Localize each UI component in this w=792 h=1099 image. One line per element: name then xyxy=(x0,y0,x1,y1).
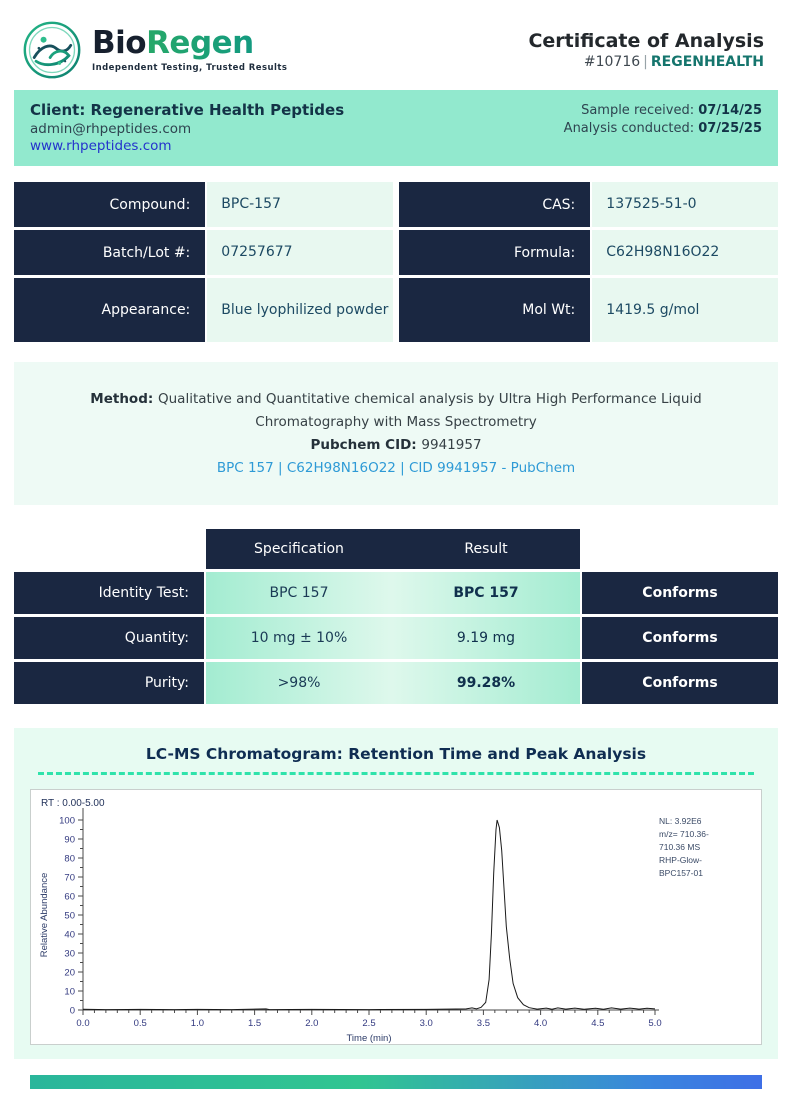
brand-bio: Bio xyxy=(92,24,147,61)
svg-text:2.0: 2.0 xyxy=(305,1017,319,1029)
table-row xyxy=(399,278,778,342)
molwt-value: 1419.5 g/mol xyxy=(592,278,778,342)
result-header: Result xyxy=(392,529,580,569)
chromatogram-plot xyxy=(31,790,763,1044)
header-spacer xyxy=(580,529,778,569)
compound-info-right xyxy=(399,182,778,342)
client-website-link[interactable]: www.rhpeptides.com xyxy=(30,138,172,154)
compound-info-tables xyxy=(14,182,778,342)
quantity-result: 9.19 mg xyxy=(392,617,580,659)
sample-received-label: Sample received: xyxy=(581,103,699,118)
svg-text:90: 90 xyxy=(64,834,75,846)
table-row xyxy=(399,182,778,227)
svg-text:RHP-Glow-: RHP-Glow- xyxy=(659,854,702,865)
purity-spec: >98% xyxy=(206,662,392,704)
batch-label: Batch/Lot #: xyxy=(14,230,207,275)
header-spacer xyxy=(14,529,206,569)
svg-text:5.0: 5.0 xyxy=(648,1017,662,1029)
certificate-number: #10716 xyxy=(583,54,641,70)
compound-label: Compound: xyxy=(14,182,207,227)
client-banner xyxy=(14,90,778,166)
svg-text:Time (min): Time (min) xyxy=(346,1032,392,1044)
identity-spec: BPC 157 xyxy=(206,572,392,614)
svg-text:100: 100 xyxy=(59,815,75,827)
svg-text:0.5: 0.5 xyxy=(133,1017,147,1029)
sample-received-date: 07/14/25 xyxy=(698,103,762,118)
chromatogram-chart xyxy=(30,789,762,1045)
certificate-title-block xyxy=(528,30,768,70)
quantity-label: Quantity: xyxy=(14,617,206,659)
appearance-value: Blue lyophilized powder xyxy=(207,278,393,342)
bioregen-logo-icon xyxy=(22,20,82,80)
analysis-conducted-label: Analysis conducted: xyxy=(563,121,699,136)
table-row xyxy=(14,182,393,227)
chromatogram-title: LC-MS Chromatogram: Retention Time and Peak Analysis xyxy=(145,744,647,763)
svg-text:710.36 MS: 710.36 MS xyxy=(659,841,701,852)
svg-text:60: 60 xyxy=(64,891,75,903)
svg-text:2.5: 2.5 xyxy=(362,1017,376,1029)
batch-value: 07257677 xyxy=(207,230,393,275)
svg-text:30: 30 xyxy=(64,948,75,960)
footer-gradient-bar xyxy=(30,1075,762,1089)
pubchem-cid-label: Pubchem CID: xyxy=(310,436,422,453)
cas-label: CAS: xyxy=(399,182,592,227)
separator: | xyxy=(643,54,648,70)
method-description: Qualitative and Quantitative chemical analysis by Ultra High Performance Liquid Chromatography with Mass Spectrometry xyxy=(157,391,702,430)
svg-text:10: 10 xyxy=(64,986,75,998)
method-label: Method: xyxy=(90,391,158,407)
sample-received-line xyxy=(564,103,762,118)
brand-tagline: Independent Testing, Trusted Results xyxy=(92,62,288,73)
quantity-spec: 10 mg ± 10% xyxy=(206,617,392,659)
pubchem-link[interactable]: BPC 157 | C62H98N16O22 | CID 9941957 - PubChem xyxy=(216,459,576,476)
table-row xyxy=(14,572,778,614)
svg-text:70: 70 xyxy=(64,872,75,884)
table-row xyxy=(14,230,393,275)
table-row xyxy=(399,230,778,275)
svg-text:m/z= 710.36-: m/z= 710.36- xyxy=(659,828,709,839)
compound-info-left xyxy=(14,182,393,342)
svg-text:0: 0 xyxy=(69,1005,75,1017)
svg-text:20: 20 xyxy=(64,967,75,979)
brand-regen: Regen xyxy=(146,24,254,61)
quantity-status: Conforms xyxy=(580,617,778,659)
client-tag: REGENHEALTH xyxy=(650,54,764,70)
svg-text:1.0: 1.0 xyxy=(190,1017,205,1029)
pubchem-cid-value: 9941957 xyxy=(421,436,482,453)
svg-text:NL: 3.92E6: NL: 3.92E6 xyxy=(659,815,702,826)
sample-dates xyxy=(564,101,762,154)
identity-status: Conforms xyxy=(580,572,778,614)
pubchem-cid-line xyxy=(74,434,718,457)
specification-header: Specification xyxy=(206,529,392,569)
results-table xyxy=(14,529,778,704)
dashed-divider xyxy=(38,772,754,775)
compound-value: BPC-157 xyxy=(207,182,393,227)
method-text xyxy=(74,388,718,434)
svg-text:40: 40 xyxy=(64,929,75,941)
table-row xyxy=(14,662,778,704)
purity-result: 99.28% xyxy=(392,662,580,704)
formula-value: C62H98N16O22 xyxy=(592,230,778,275)
table-row xyxy=(14,278,393,342)
svg-text:RT : 0.00-5.00: RT : 0.00-5.00 xyxy=(41,797,105,809)
analysis-conducted-line xyxy=(564,121,762,136)
client-info xyxy=(30,101,344,154)
svg-text:80: 80 xyxy=(64,853,75,865)
formula-label: Formula: xyxy=(399,230,592,275)
client-name: Client: Regenerative Health Peptides xyxy=(30,101,345,119)
analysis-conducted-date: 07/25/25 xyxy=(698,121,762,136)
certificate-subtitle xyxy=(528,54,764,70)
header xyxy=(14,18,778,90)
svg-text:4.0: 4.0 xyxy=(533,1017,548,1029)
table-row xyxy=(14,617,778,659)
logo xyxy=(22,20,287,80)
identity-test-label: Identity Test: xyxy=(14,572,206,614)
molwt-label: Mol Wt: xyxy=(399,278,592,342)
chromatogram-section xyxy=(14,728,778,1059)
svg-text:BPC157-01: BPC157-01 xyxy=(659,867,703,878)
cas-value: 137525-51-0 xyxy=(592,182,778,227)
identity-result: BPC 157 xyxy=(392,572,580,614)
client-email: admin@rhpeptides.com xyxy=(30,121,192,137)
purity-status: Conforms xyxy=(580,662,778,704)
svg-text:3.5: 3.5 xyxy=(476,1017,491,1029)
brand-text xyxy=(92,24,288,73)
appearance-label: Appearance: xyxy=(14,278,207,342)
results-header-row xyxy=(14,529,778,569)
svg-text:4.5: 4.5 xyxy=(591,1017,605,1029)
svg-text:3.0: 3.0 xyxy=(419,1017,433,1029)
svg-text:Relative Abundance: Relative Abundance xyxy=(39,872,50,958)
certificate-title: Certificate of Analysis xyxy=(528,30,764,52)
svg-text:0.0: 0.0 xyxy=(76,1017,90,1029)
svg-text:50: 50 xyxy=(64,910,75,922)
method-section xyxy=(14,362,778,505)
svg-text:1.5: 1.5 xyxy=(247,1017,262,1029)
purity-label: Purity: xyxy=(14,662,206,704)
